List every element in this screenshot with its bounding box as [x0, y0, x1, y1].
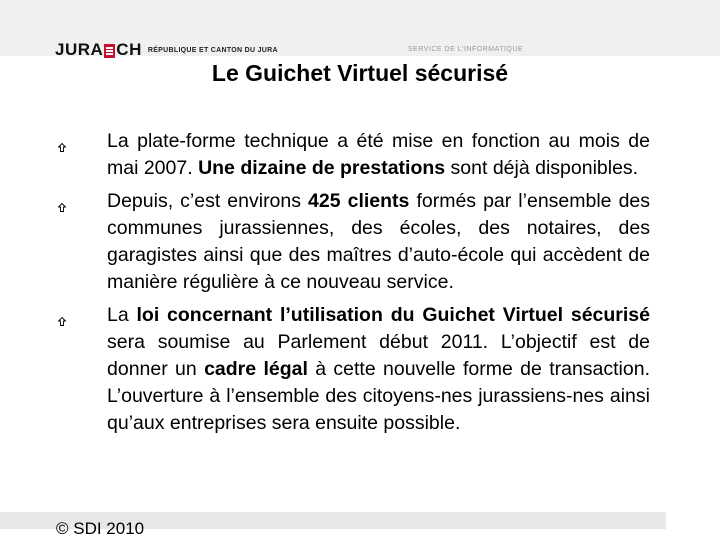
jura-crest-icon: [104, 44, 115, 58]
bullet-text-segment: 425 clients: [308, 190, 410, 212]
slide-title: Le Guichet Virtuel sécurisé: [211, 60, 509, 86]
bullet-text-segment: sont déjà disponibles.: [445, 157, 639, 179]
up-arrow-outline-icon: [58, 203, 66, 212]
bullet-text-segment: formés par l’ensemble des communes jurassiennes, des écoles, des notaires, des garagistes ainsi que des maîtres d’auto-école qui accèdent de manière régulière à ce nouveau service.: [107, 190, 651, 293]
jura-logo: [55, 42, 278, 58]
bullet-text-segment: à cette nouvelle forme de transaction. L’ouverture à l’ensemble des citoyens-nes jurassiens-nes ainsi qu’aux entreprises sera ensuite possible.: [107, 358, 650, 434]
bullet-text-segment: Depuis, c’est environs: [107, 190, 309, 212]
up-arrow-outline-icon: [58, 143, 66, 152]
bullet-text-segment: La plate-forme technique a été mise en fonction au mois de mai 2007.: [107, 130, 650, 179]
footer-copyright: © SDI 2010: [56, 519, 145, 538]
logo-subtitle: RÉPUBLIQUE ET CANTON DU JURA: [147, 46, 278, 54]
service-label: SERVICE DE L'INFORMATIQUE: [408, 46, 524, 53]
bullet-text-segment: loi concernant l’utilisation du Guichet Virtuel sécurisé: [136, 304, 650, 326]
bullet-item: [58, 302, 650, 437]
bullet-text-segment: cadre légal: [204, 358, 308, 380]
bullet-item: [58, 188, 650, 296]
logo-text: JURA CH: [55, 40, 142, 59]
bullet-text-segment: La: [107, 304, 137, 326]
bullet-text-segment: sera soumise au Parlement début 2011. L’objectif est de donner un: [107, 331, 650, 380]
bullet-list: [58, 128, 650, 443]
bullet-text-segment: Une dizaine de prestations: [198, 157, 446, 179]
up-arrow-outline-icon: [58, 317, 66, 326]
bullet-item: [58, 128, 650, 182]
